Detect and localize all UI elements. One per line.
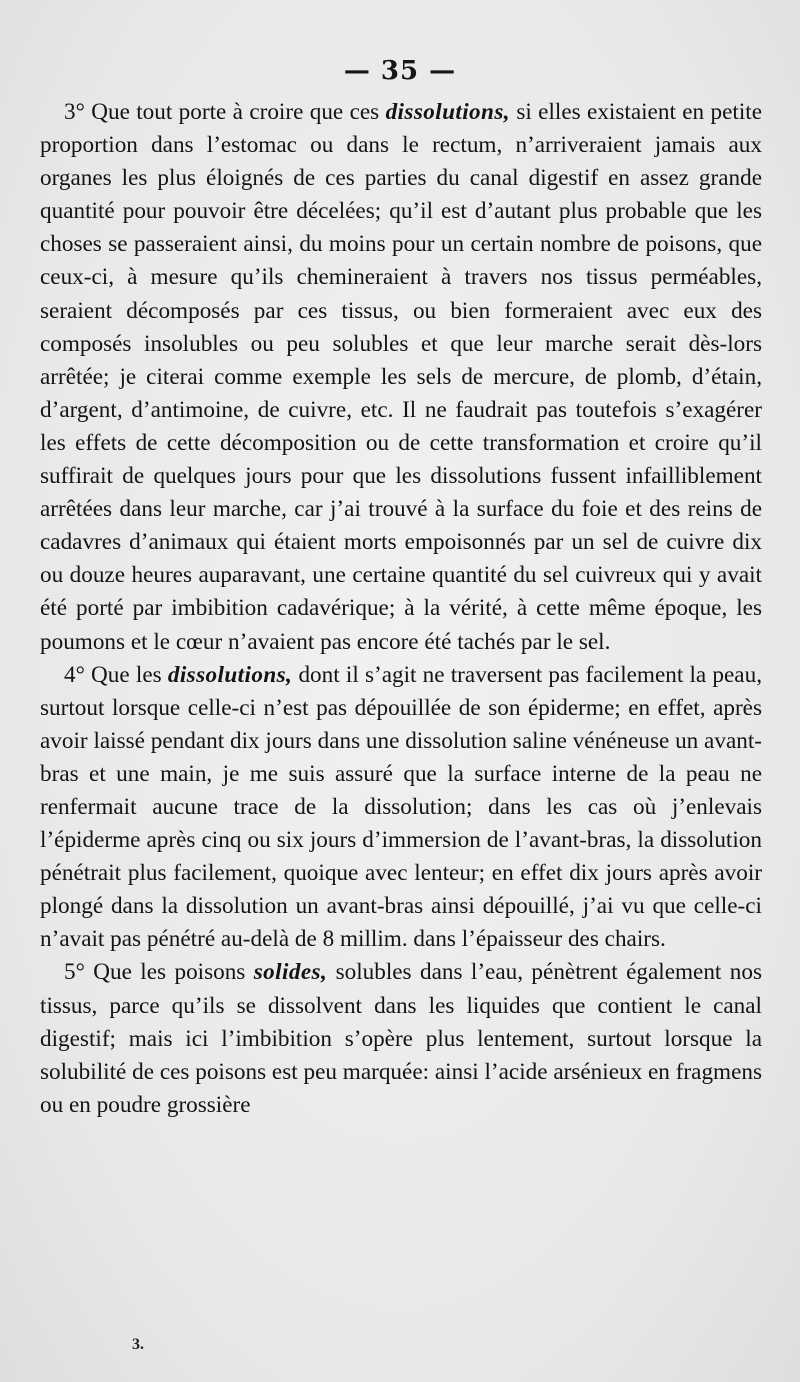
- paragraph-5-body: solubles dans l’eau, pénètrent également nos tissus, parce qu’ils se dissolvent dans les liquides que contient le canal digestif; mais ici l’imbibition s’opère plus lentement, surtout lorsque la solubilité de ces poisons est peu marquée: ainsi l’acide arsénieux en fragmens ou en poudre grossière: [40, 959, 762, 1118]
- paragraph-5: [40, 956, 762, 1121]
- paragraph-4-lead: 4° Que les: [64, 661, 168, 688]
- paragraph-5-emphasis: solides,: [253, 959, 328, 986]
- paragraph-3: [40, 96, 762, 659]
- paragraph-3-emphasis: dissolutions,: [385, 99, 510, 125]
- paragraph-4: [40, 659, 762, 957]
- body-text: [40, 96, 762, 1122]
- paragraph-4-body: dont il s’agit ne traversent pas facilement la peau, surtout lorsque celle-ci n’est pas dépouillée de son épiderme; en effet, après avoir laissé pendant dix jours dans une dissolution saline vénéneuse un avant-bras et une main, je me suis assuré que la surface interne de la peau ne renfermait aucune trace de la dissolution; dans les cas où j’enlevais l’épiderme après cinq ou six jours d’immersion de l’avant-bras, la dissolution pénétrait plus facilement, quoique avec lenteur; en effet dix jours après avoir plongé dans la dissolution un avant-bras ainsi dépouillé, j’ai vu que celle-ci n’avait pas pénétré au-delà de 8 millim. dans l’épaisseur des chairs.: [40, 661, 762, 953]
- paragraph-4-emphasis: dissolutions,: [167, 661, 293, 688]
- page-number: — 35 —: [343, 56, 457, 86]
- signature-mark: 3.: [132, 1336, 144, 1353]
- paragraph-3-body: si elles existaient en petite proportion dans l’estomac ou dans le rectum, n’arriveraient jamais aux organes les plus éloignés de ces parties du canal digestif en assez grande quantité pour pouvoir être décelées; qu’il est d’autant plus probable que les choses se passeraient ainsi, du moins pour un certain nombre de poisons, que ceux-ci, à mesure qu’ils chemineraient à travers nos tissus perméables, seraient décomposés par ces tissus, ou bien formeraient avec eux des composés insolubles ou peu solubles et que leur marche serait dès-lors arrêtée; je citerai comme exemple les sels de mercure, de plomb, d’étain, d’argent, d’antimoine, de cuivre, etc. Il ne faudrait pas toutefois s’exagérer les effets de cette décomposition ou de cette transformation et croire qu’il suffirait de quelques jours pour que les dissolutions fussent infailliblement arrêtées dans leur marche, car j’ai trouvé à la surface du foie et des reins de cadavres d’animaux qui étaient morts empoisonnés par un sel de cuivre dix ou douze heures auparavant, une certaine quantité du sel cuivreux qui y avait été porté par imbibition cadavérique; à la vérité, à cette même époque, les poumons et le cœur n’avaient pas encore été tachés par le sel.: [40, 99, 763, 655]
- paragraph-3-lead: 3° Que tout porte à croire que ces: [64, 99, 386, 125]
- paragraph-5-lead: 5° Que les poisons: [64, 959, 254, 986]
